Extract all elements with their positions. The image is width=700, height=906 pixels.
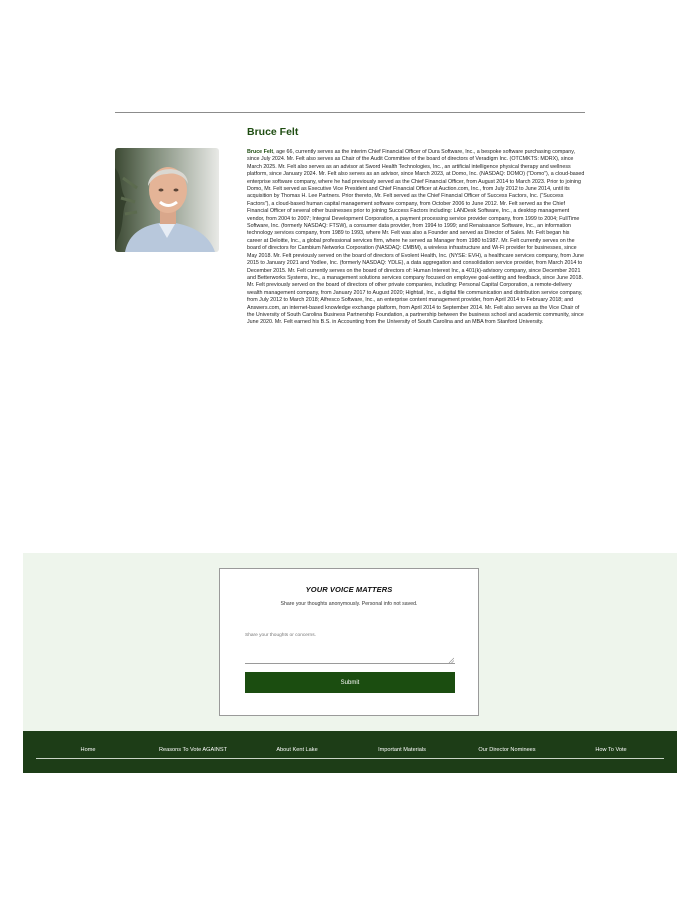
footer-link-important-materials[interactable]: Important Materials: [378, 747, 426, 753]
footer-link-how-to-vote[interactable]: How To Vote: [595, 747, 627, 753]
bio-body: , age 66, currently serves as the interim Chief Financial Officer of Dura Software, Inc., a bespoke software purchasing company, since July 2024. Mr. Felt also serves as Chair of the Audit Committee of the board of directors of Veradigm Inc. (OTCMKTS: MDRX), since March 2025. Mr. Felt also serves as an advisor at Sword Health Technologies, Inc., an artificial intelligence physical therapy and wellness platform, since January 2024. Mr. Felt also serves as an advisor, since March 2023, at Domo, Inc. (NASDAQ: DOMO) (“Domo”), a cloud-based enterprise software company, where he had previously served as the Chief Financial Officer, from August 2014 to March 2023. Prior to joining Domo, Mr. Felt served as Executive Vice President and Chief Financial Officer at Auction.com, Inc., from July 2012 to June 2014, until its acquisition by Thomas H. Lee Partners. Prior thereto, Mr. Felt served as the Chief Financial Officer of Success Factors, Inc. (“Success Factors”), a cloud-based human capital management software company, from October 2006 to June 2012. Mr. Felt served as the Chief Financial Officer of several other businesses prior to joining Success Factors including: LANDesk Software, Inc., a desktop management vendor, from 2004 to 2007; Integral Development Corporation, a payment processing service provider company, from 1999 to 2004; FullTime Software, Inc. (formerly NASDAQ: FTSW), a consumer data provider, from 1994 to 1999; and Renaissance Software, Inc., an information technology services company, from 1989 to 1993, where Mr. Felt was also a Founder and served as Director of Sales. Mr. Felt began his career at Deloitte, Inc., a global professional services firm, where he served as Manager from 1980 to1987. Mr. Felt currently serves on the board of directors for Cambium Networks Corporation (NASDAQ: CMBM), a wireless infrastructure and Wi-Fi provider for businesses, since May 2018. Mr. Felt previously served on the board of directors of Evolent Health, Inc. (NYSE: EVH), a healthcare services company, from June 2015 to January 2021 and Yodlee, Inc. (formerly NASDAQ: YDLE), a data aggregation and consolidation service provider, from March 2014 to December 2015. Mr. Felt currently serves on the board of directors of: Human Interest Inc, a 401(k)-advisory company, since December 2021 and Betterworks Systems, Inc., a management solutions services company focused on employee goal-setting and feedback, since June 2018. Mr. Felt previously served on the board of directors of other private companies, including: Personal Capital Corporation, a remote-delivery wealth management company, from January 2017 to August 2020; Hightail, Inc., a digital file communication and distribution service company, from July 2012 to March 2018; Alfresco Software, Inc., an enterprise content management provider, from April 2014 to February 2018; and Answers.com, an internet-based knowledge exchange platform, from April 2014 to September 2014. Mr. Felt also serves as the Vice Chair of the University of South Carolina Business Partnership Foundation, a partnership between the business school and academic community, since June 2020. Mr. Felt earned his B.S. in Accounting from the University of South Carolina and an MBA from Stanford University.: [247, 149, 585, 326]
feedback-title: YOUR VOICE MATTERS: [305, 585, 393, 594]
footer-link-reasons-to-vote-against[interactable]: Reasons To Vote AGAINST: [159, 747, 227, 753]
feedback-textarea[interactable]: [245, 629, 455, 664]
footer-link-home[interactable]: Home: [80, 747, 96, 753]
director-photo: [115, 148, 219, 252]
footer-nav: [23, 731, 677, 773]
feedback-form: [219, 568, 479, 716]
feedback-subtitle: Share your thoughts anonymously. Personal info not saved.: [280, 601, 418, 607]
submit-button[interactable]: Submit: [245, 672, 455, 693]
section-divider: [115, 112, 585, 113]
footer-divider: [36, 758, 664, 759]
bio-name-inline: Bruce Felt: [247, 149, 274, 155]
director-bio: [247, 149, 585, 327]
footer-link-director-nominees[interactable]: Our Director Nominees: [478, 747, 536, 753]
portrait-image: [115, 148, 219, 252]
footer-link-about-kent-lake[interactable]: About Kent Lake: [276, 747, 318, 753]
resize-grip-icon[interactable]: [448, 657, 454, 663]
director-name: Bruce Felt: [247, 126, 299, 138]
site-footer: [23, 731, 677, 773]
